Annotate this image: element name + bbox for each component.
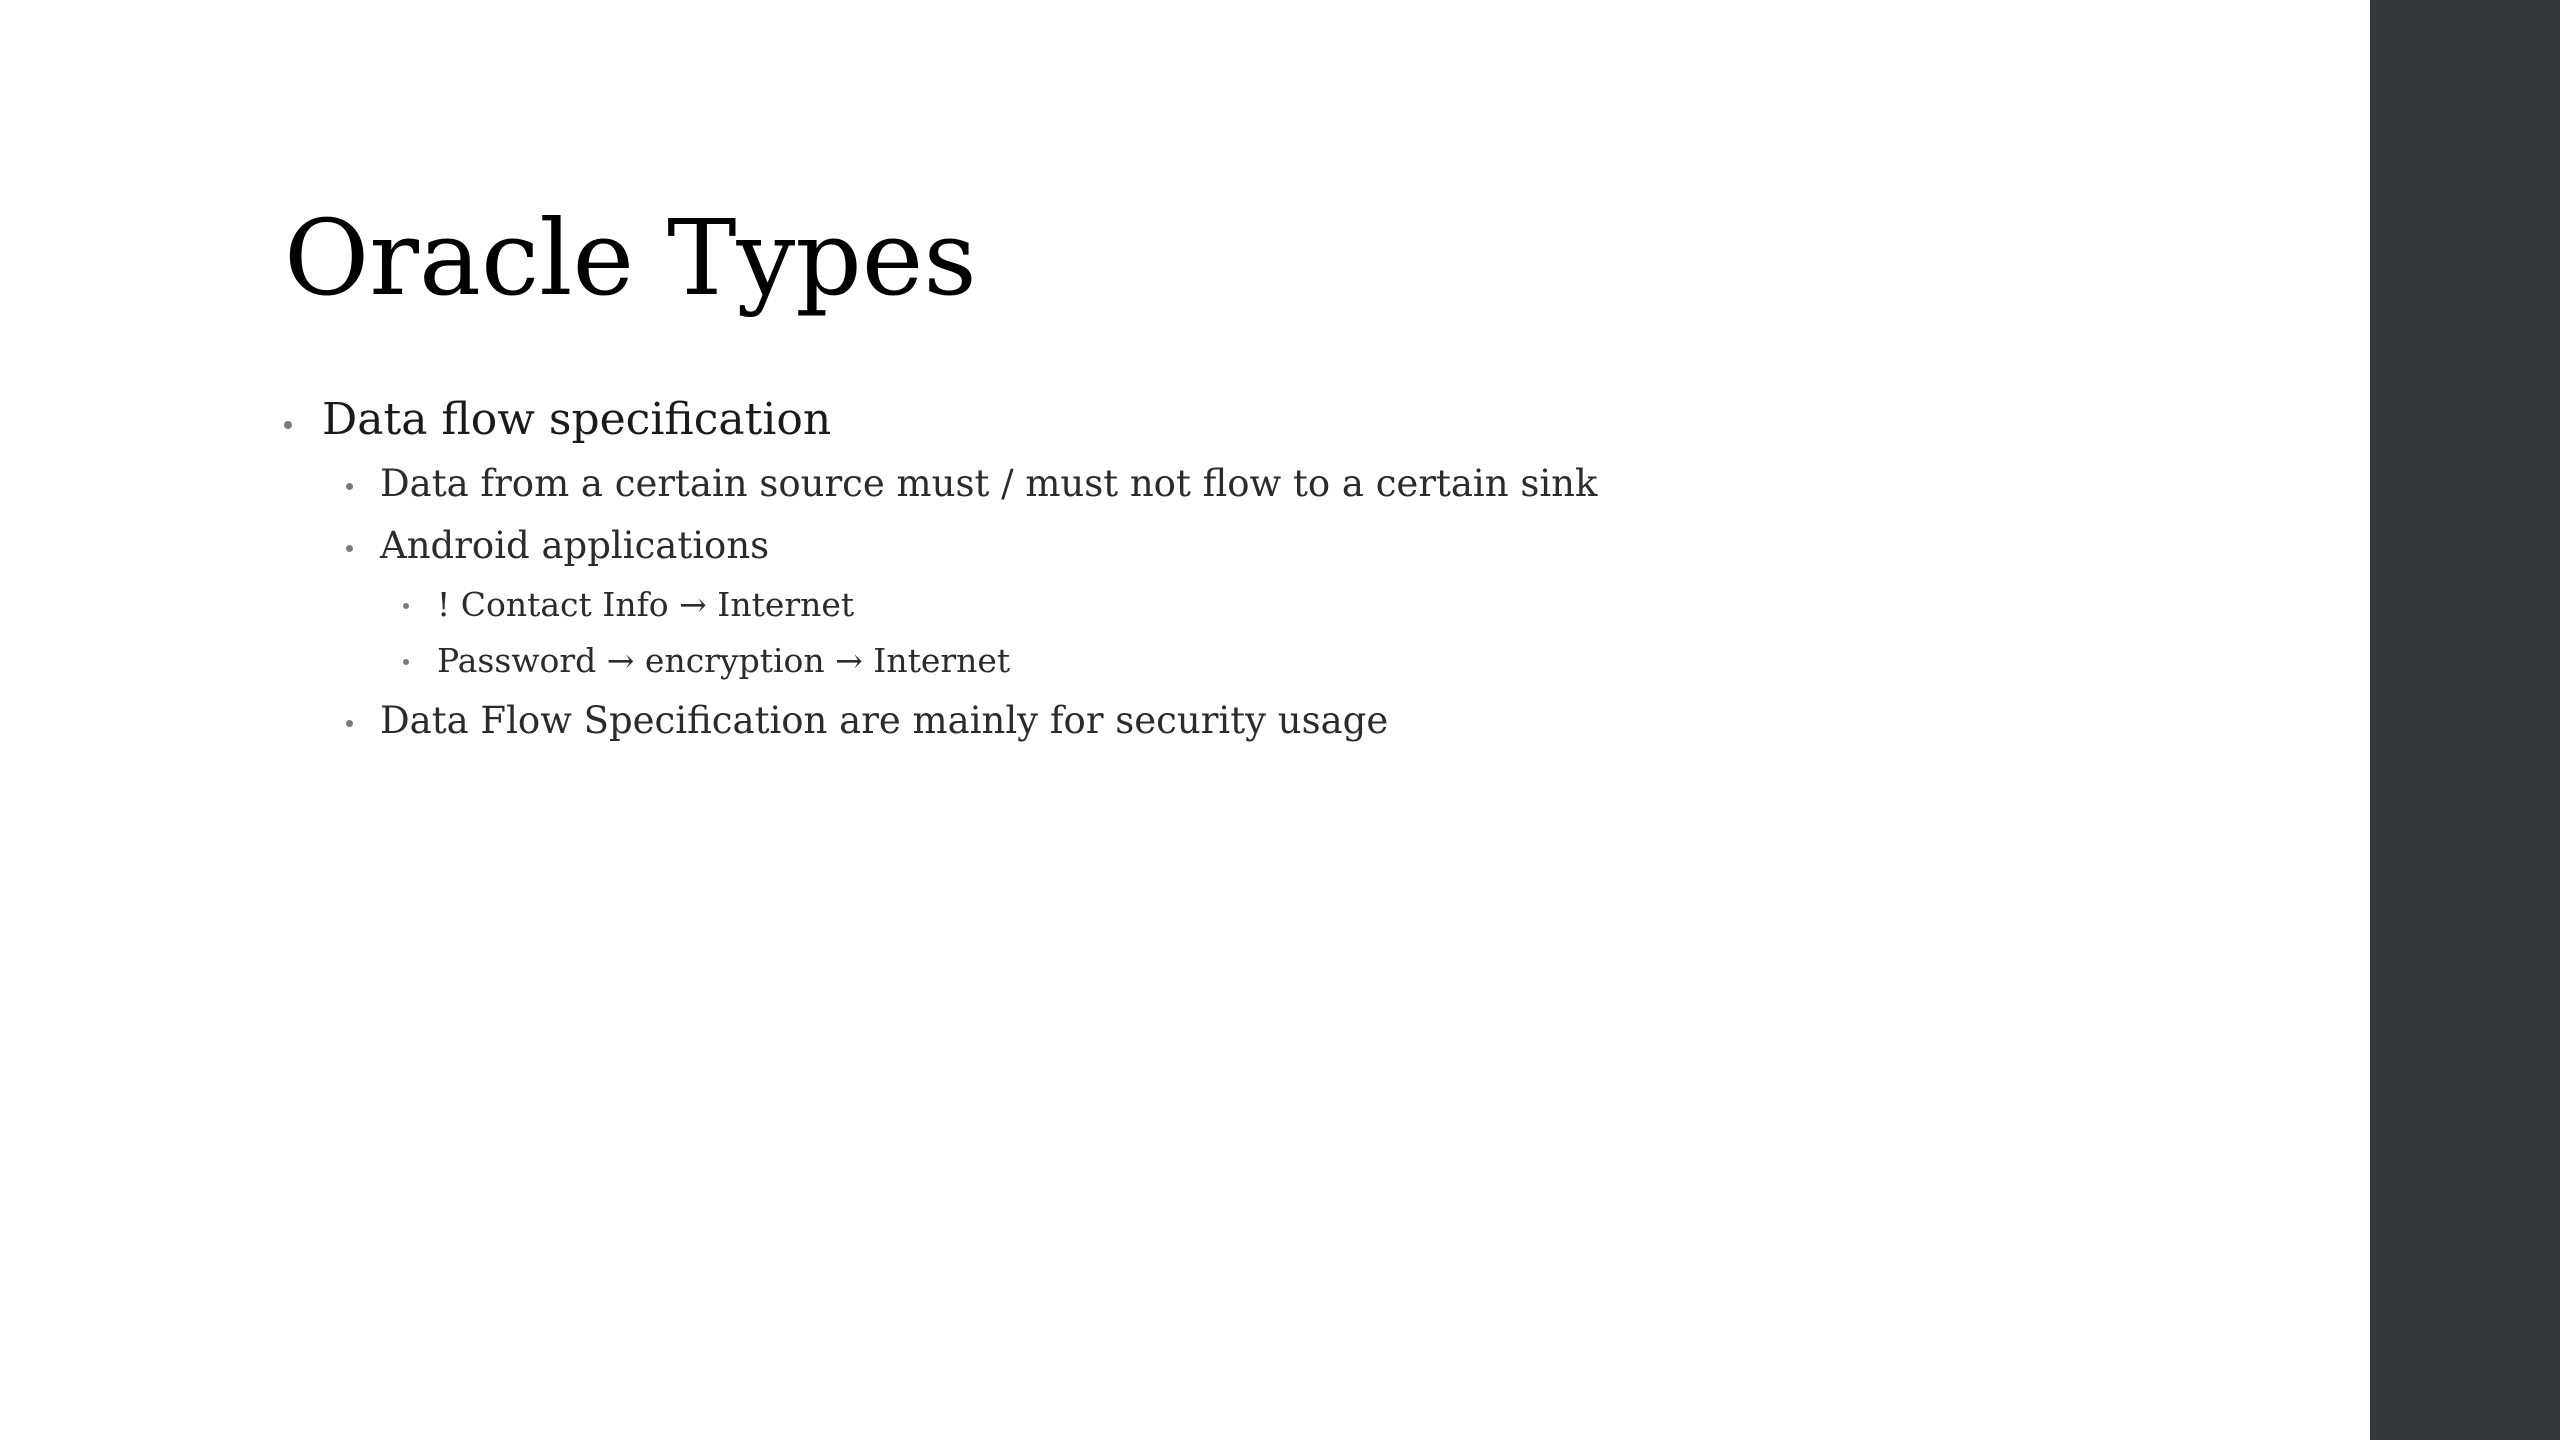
bullet-dot-icon	[346, 545, 353, 552]
bullet-dot-icon	[403, 659, 409, 665]
bullet-text: Data Flow Specification are mainly for security usage	[380, 699, 1389, 742]
bullet-item	[437, 641, 1011, 680]
bullet-dot-icon	[346, 720, 353, 727]
bullet-text: ! Contact Info → Internet	[437, 585, 855, 624]
bullet-item	[380, 524, 770, 567]
bullet-text: Android applications	[380, 524, 770, 567]
bullet-dot-icon	[403, 603, 409, 609]
bullet-text: Data from a certain source must / must not flow to a certain sink	[380, 462, 1598, 505]
side-panel	[2370, 0, 2560, 1440]
bullet-item	[322, 394, 832, 445]
slide-title: Oracle Types	[284, 197, 977, 319]
bullet-dot-icon	[346, 483, 353, 490]
bullet-item	[380, 462, 1598, 505]
bullet-text: Password → encryption → Internet	[437, 641, 1011, 680]
bullet-item	[380, 699, 1389, 742]
bullet-item	[437, 585, 855, 624]
bullet-dot-icon	[284, 421, 292, 429]
bullet-text: Data flow specification	[322, 394, 832, 445]
